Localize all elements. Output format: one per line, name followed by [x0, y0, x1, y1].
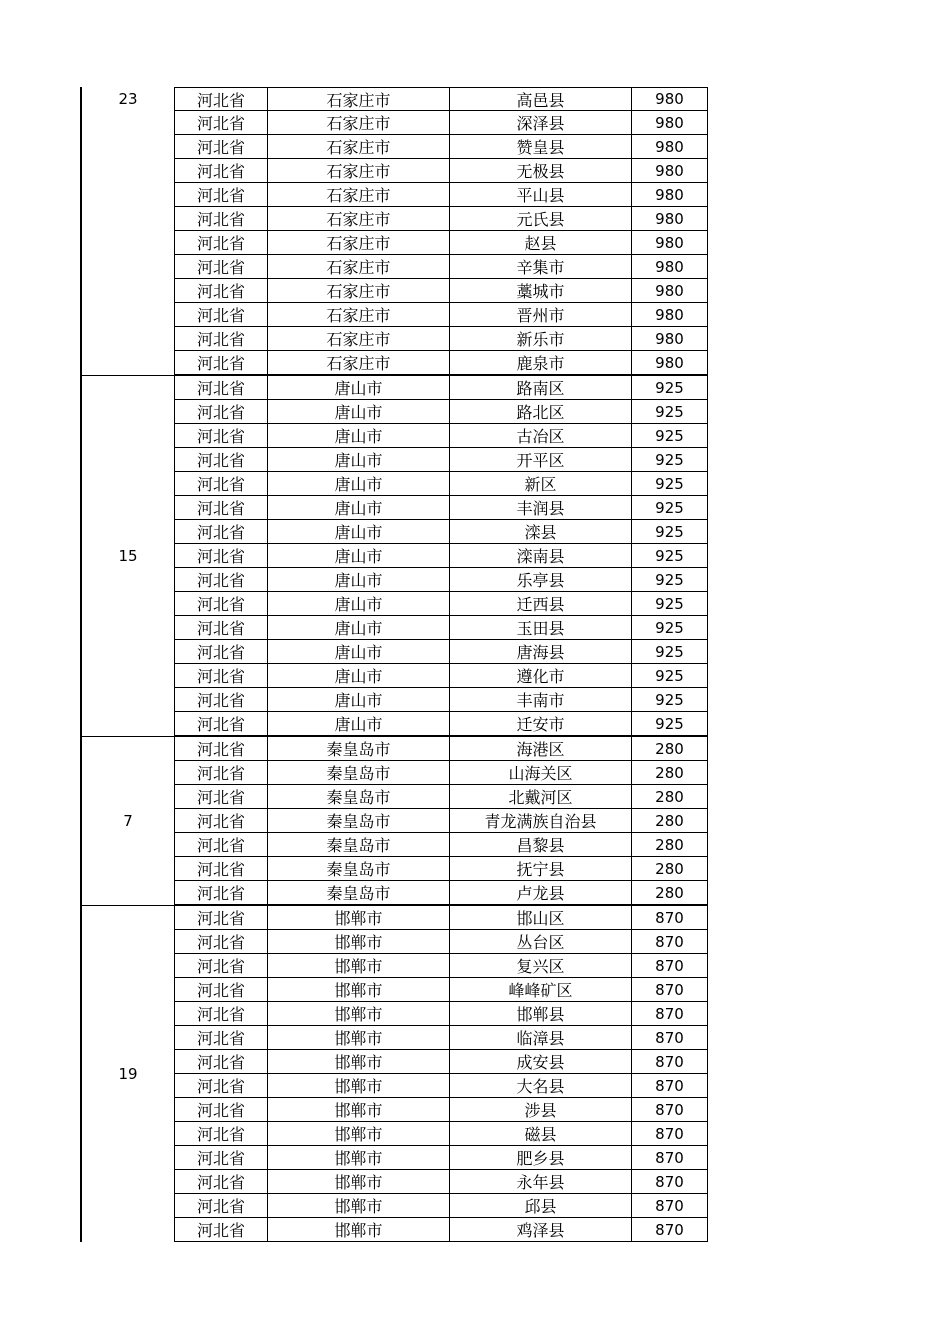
province-cell[interactable]: 河北省: [175, 906, 268, 929]
table-row: [174, 1002, 708, 1026]
city-cell[interactable]: 邯郸市: [268, 1002, 450, 1025]
county-cell[interactable]: 赞皇县: [450, 135, 632, 158]
value-cell[interactable]: 980: [655, 257, 684, 276]
province-cell[interactable]: 河北省: [175, 640, 268, 663]
county-cell[interactable]: 复兴区: [450, 954, 632, 977]
county-cell[interactable]: 路北区: [450, 400, 632, 423]
city-cell[interactable]: 邯郸市: [268, 1218, 450, 1241]
row-group: [80, 87, 708, 375]
city-cell[interactable]: 邯郸市: [268, 1026, 450, 1049]
province-cell[interactable]: 河北省: [175, 279, 268, 302]
table-row: [174, 135, 708, 159]
value-cell[interactable]: 925: [655, 666, 684, 685]
city-cell[interactable]: 唐山市: [268, 400, 450, 423]
value-cell[interactable]: 925: [655, 546, 684, 565]
table-row: [174, 906, 708, 930]
value-cell[interactable]: 280: [655, 859, 684, 878]
county-cell[interactable]: 滦南县: [450, 544, 632, 567]
county-cell[interactable]: 肥乡县: [450, 1146, 632, 1169]
table-row: [174, 688, 708, 712]
county-cell[interactable]: 丰润县: [450, 496, 632, 519]
city-cell[interactable]: 唐山市: [268, 376, 450, 399]
table-row: [174, 737, 708, 761]
city-cell[interactable]: 唐山市: [268, 496, 450, 519]
province-cell[interactable]: 河北省: [175, 1218, 268, 1241]
county-cell[interactable]: 青龙满族自治县: [450, 809, 632, 832]
county-cell[interactable]: 路南区: [450, 376, 632, 399]
county-cell[interactable]: 新乐市: [450, 327, 632, 350]
county-cell[interactable]: 山海关区: [450, 761, 632, 784]
value-cell[interactable]: 925: [655, 690, 684, 709]
row-group: [80, 905, 708, 1242]
county-cell[interactable]: 临漳县: [450, 1026, 632, 1049]
table-row: [174, 640, 708, 664]
county-cell[interactable]: 晋州市: [450, 303, 632, 326]
province-cell[interactable]: 河北省: [175, 1146, 268, 1169]
province-cell[interactable]: 河北省: [175, 809, 268, 832]
city-cell[interactable]: 秦皇岛市: [268, 881, 450, 904]
county-cell[interactable]: 滦县: [450, 520, 632, 543]
city-cell[interactable]: 唐山市: [268, 664, 450, 687]
value-cell[interactable]: 870: [655, 980, 684, 999]
value-cell[interactable]: 280: [655, 811, 684, 830]
value-cell[interactable]: 980: [655, 281, 684, 300]
county-cell[interactable]: 玉田县: [450, 616, 632, 639]
county-cell[interactable]: 海港区: [450, 737, 632, 760]
county-cell[interactable]: 邱县: [450, 1194, 632, 1217]
value-cell[interactable]: 870: [655, 932, 684, 951]
city-cell[interactable]: 唐山市: [268, 472, 450, 495]
value-cell[interactable]: 925: [655, 570, 684, 589]
city-cell[interactable]: 石家庄市: [268, 279, 450, 302]
table-row: [174, 978, 708, 1002]
city-cell[interactable]: 石家庄市: [268, 207, 450, 230]
county-cell[interactable]: 丛台区: [450, 930, 632, 953]
value-cell[interactable]: 870: [655, 1196, 684, 1215]
value-cell[interactable]: 870: [655, 1148, 684, 1167]
county-cell[interactable]: 涉县: [450, 1098, 632, 1121]
province-cell[interactable]: 河北省: [175, 664, 268, 687]
county-cell[interactable]: 丰南市: [450, 688, 632, 711]
county-cell[interactable]: 唐海县: [450, 640, 632, 663]
row-group: [80, 736, 708, 905]
county-cell[interactable]: 深泽县: [450, 111, 632, 134]
value-cell[interactable]: 870: [655, 908, 684, 927]
province-cell[interactable]: 河北省: [175, 231, 268, 254]
table-row: [174, 712, 708, 736]
table-row: [174, 833, 708, 857]
province-cell[interactable]: 河北省: [175, 400, 268, 423]
city-cell[interactable]: 邯郸市: [268, 1122, 450, 1145]
province-cell[interactable]: 河北省: [175, 135, 268, 158]
city-cell[interactable]: 邯郸市: [268, 1098, 450, 1121]
table-row: [174, 279, 708, 303]
province-cell[interactable]: 河北省: [175, 159, 268, 182]
city-cell[interactable]: 秦皇岛市: [268, 809, 450, 832]
value-cell[interactable]: 925: [655, 714, 684, 733]
province-cell[interactable]: 河北省: [175, 327, 268, 350]
city-cell[interactable]: 石家庄市: [268, 327, 450, 350]
table-row: [174, 448, 708, 472]
city-cell[interactable]: 唐山市: [268, 688, 450, 711]
city-cell[interactable]: 秦皇岛市: [268, 857, 450, 880]
table-row: [174, 183, 708, 207]
value-cell[interactable]: 280: [655, 787, 684, 806]
city-cell[interactable]: 唐山市: [268, 592, 450, 615]
value-cell[interactable]: 980: [655, 329, 684, 348]
table-row: [174, 1026, 708, 1050]
table-row: [174, 472, 708, 496]
value-cell[interactable]: 980: [655, 305, 684, 324]
value-cell[interactable]: 870: [655, 1172, 684, 1191]
value-cell[interactable]: 870: [655, 1076, 684, 1095]
value-cell[interactable]: 280: [655, 763, 684, 782]
province-cell[interactable]: 河北省: [175, 376, 268, 399]
county-cell[interactable]: 北戴河区: [450, 785, 632, 808]
value-cell[interactable]: 870: [655, 1052, 684, 1071]
table-row: [174, 1218, 708, 1242]
table-row: [174, 1170, 708, 1194]
county-cell[interactable]: 抚宁县: [450, 857, 632, 880]
table-row: [174, 1074, 708, 1098]
province-cell[interactable]: 河北省: [175, 255, 268, 278]
table-row: [174, 1050, 708, 1074]
city-cell[interactable]: 唐山市: [268, 448, 450, 471]
city-cell[interactable]: 邯郸市: [268, 1050, 450, 1073]
value-cell[interactable]: 980: [655, 137, 684, 156]
value-cell[interactable]: 980: [655, 113, 684, 132]
city-cell[interactable]: 石家庄市: [268, 303, 450, 326]
province-cell[interactable]: 河北省: [175, 978, 268, 1001]
county-cell[interactable]: 藁城市: [450, 279, 632, 302]
county-cell[interactable]: 磁县: [450, 1122, 632, 1145]
province-cell[interactable]: 河北省: [175, 568, 268, 591]
province-cell[interactable]: 河北省: [175, 833, 268, 856]
province-cell[interactable]: 河北省: [175, 1050, 268, 1073]
value-cell[interactable]: 980: [655, 209, 684, 228]
value-cell[interactable]: 925: [655, 474, 684, 493]
province-cell[interactable]: 河北省: [175, 88, 268, 110]
province-cell[interactable]: 河北省: [175, 737, 268, 760]
city-cell[interactable]: 石家庄市: [268, 231, 450, 254]
city-cell[interactable]: 石家庄市: [268, 111, 450, 134]
province-cell[interactable]: 河北省: [175, 472, 268, 495]
county-cell[interactable]: 古冶区: [450, 424, 632, 447]
province-cell[interactable]: 河北省: [175, 520, 268, 543]
group-count-cell[interactable]: 15: [118, 547, 138, 565]
province-cell[interactable]: 河北省: [175, 351, 268, 374]
province-cell[interactable]: 河北省: [175, 1002, 268, 1025]
value-cell[interactable]: 925: [655, 642, 684, 661]
county-cell[interactable]: 平山县: [450, 183, 632, 206]
city-cell[interactable]: 唐山市: [268, 568, 450, 591]
county-cell[interactable]: 遵化市: [450, 664, 632, 687]
value-cell[interactable]: 870: [655, 956, 684, 975]
city-cell[interactable]: 石家庄市: [268, 183, 450, 206]
table-row: [174, 376, 708, 400]
value-cell[interactable]: 870: [655, 1100, 684, 1119]
city-cell[interactable]: 石家庄市: [268, 159, 450, 182]
table-row: [174, 1098, 708, 1122]
city-cell[interactable]: 邯郸市: [268, 930, 450, 953]
table-row: [174, 496, 708, 520]
county-cell[interactable]: 辛集市: [450, 255, 632, 278]
city-cell[interactable]: 秦皇岛市: [268, 737, 450, 760]
city-cell[interactable]: 唐山市: [268, 424, 450, 447]
value-cell[interactable]: 980: [655, 185, 684, 204]
province-cell[interactable]: 河北省: [175, 1026, 268, 1049]
value-cell[interactable]: 870: [655, 1028, 684, 1047]
county-cell[interactable]: 邯山区: [450, 906, 632, 929]
city-cell[interactable]: 邯郸市: [268, 906, 450, 929]
county-cell[interactable]: 峰峰矿区: [450, 978, 632, 1001]
value-cell[interactable]: 980: [655, 90, 684, 108]
city-cell[interactable]: 邯郸市: [268, 1194, 450, 1217]
table-row: [174, 616, 708, 640]
table-row: [174, 520, 708, 544]
table-row: [174, 761, 708, 785]
province-cell[interactable]: 河北省: [175, 688, 268, 711]
city-cell[interactable]: 秦皇岛市: [268, 833, 450, 856]
province-cell[interactable]: 河北省: [175, 857, 268, 880]
table-row: [174, 1194, 708, 1218]
table-row: [174, 592, 708, 616]
city-cell[interactable]: 秦皇岛市: [268, 785, 450, 808]
province-cell[interactable]: 河北省: [175, 1098, 268, 1121]
city-cell[interactable]: 邯郸市: [268, 954, 450, 977]
value-cell[interactable]: 925: [655, 522, 684, 541]
city-cell[interactable]: 秦皇岛市: [268, 761, 450, 784]
county-cell[interactable]: 赵县: [450, 231, 632, 254]
county-cell[interactable]: 高邑县: [450, 88, 632, 110]
table-row: [174, 111, 708, 135]
table-row: [174, 568, 708, 592]
county-cell[interactable]: 大名县: [450, 1074, 632, 1097]
value-cell[interactable]: 280: [655, 835, 684, 854]
city-cell[interactable]: 唐山市: [268, 544, 450, 567]
value-cell[interactable]: 925: [655, 594, 684, 613]
province-cell[interactable]: 河北省: [175, 1194, 268, 1217]
province-cell[interactable]: 河北省: [175, 785, 268, 808]
table-row: [174, 231, 708, 255]
value-cell[interactable]: 925: [655, 402, 684, 421]
value-cell[interactable]: 925: [655, 450, 684, 469]
table-row: [174, 87, 708, 111]
table-row: [174, 400, 708, 424]
county-cell[interactable]: 鹿泉市: [450, 351, 632, 374]
city-cell[interactable]: 邯郸市: [268, 978, 450, 1001]
province-cell[interactable]: 河北省: [175, 616, 268, 639]
province-cell[interactable]: 河北省: [175, 496, 268, 519]
province-cell[interactable]: 河北省: [175, 111, 268, 134]
value-cell[interactable]: 980: [655, 161, 684, 180]
province-cell[interactable]: 河北省: [175, 761, 268, 784]
county-cell[interactable]: 元氏县: [450, 207, 632, 230]
table-row: [174, 424, 708, 448]
city-cell[interactable]: 石家庄市: [268, 351, 450, 374]
county-cell[interactable]: 鸡泽县: [450, 1218, 632, 1241]
table-row: [174, 159, 708, 183]
value-cell[interactable]: 925: [655, 618, 684, 637]
province-cell[interactable]: 河北省: [175, 954, 268, 977]
table-row: [174, 351, 708, 375]
province-cell[interactable]: 河北省: [175, 207, 268, 230]
county-cell[interactable]: 永年县: [450, 1170, 632, 1193]
county-cell[interactable]: 卢龙县: [450, 881, 632, 904]
county-cell[interactable]: 新区: [450, 472, 632, 495]
province-cell[interactable]: 河北省: [175, 544, 268, 567]
county-cell[interactable]: 开平区: [450, 448, 632, 471]
value-cell[interactable]: 980: [655, 233, 684, 252]
province-cell[interactable]: 河北省: [175, 303, 268, 326]
province-cell[interactable]: 河北省: [175, 424, 268, 447]
value-cell[interactable]: 280: [655, 883, 684, 902]
value-cell[interactable]: 870: [655, 1124, 684, 1143]
county-cell[interactable]: 乐亭县: [450, 568, 632, 591]
table-row: [174, 255, 708, 279]
city-cell[interactable]: 唐山市: [268, 640, 450, 663]
value-cell[interactable]: 980: [655, 353, 684, 372]
row-group: [80, 375, 708, 736]
province-cell[interactable]: 河北省: [175, 183, 268, 206]
table-row: [174, 303, 708, 327]
county-cell[interactable]: 成安县: [450, 1050, 632, 1073]
table-row: [174, 809, 708, 833]
table-row: [174, 930, 708, 954]
table-row: [174, 1146, 708, 1170]
city-cell[interactable]: 唐山市: [268, 616, 450, 639]
province-cell[interactable]: 河北省: [175, 881, 268, 904]
value-cell[interactable]: 925: [655, 378, 684, 397]
city-cell[interactable]: 邯郸市: [268, 1074, 450, 1097]
province-cell[interactable]: 河北省: [175, 1122, 268, 1145]
city-cell[interactable]: 石家庄市: [268, 88, 450, 110]
group-count-cell[interactable]: 7: [123, 812, 133, 830]
province-cell[interactable]: 河北省: [175, 448, 268, 471]
county-cell[interactable]: 迁安市: [450, 712, 632, 735]
table-row: [174, 785, 708, 809]
city-cell[interactable]: 石家庄市: [268, 135, 450, 158]
province-cell[interactable]: 河北省: [175, 712, 268, 735]
value-cell[interactable]: 280: [655, 739, 684, 758]
table-row: [174, 664, 708, 688]
table-row: [174, 954, 708, 978]
city-cell[interactable]: 邯郸市: [268, 1146, 450, 1169]
group-count-cell[interactable]: 23: [118, 90, 138, 108]
city-cell[interactable]: 唐山市: [268, 520, 450, 543]
value-cell[interactable]: 925: [655, 426, 684, 445]
table-row: [174, 1122, 708, 1146]
province-cell[interactable]: 河北省: [175, 930, 268, 953]
table-row: [174, 881, 708, 905]
spreadsheet-table: [80, 87, 708, 1242]
group-count-cell[interactable]: 19: [118, 1065, 138, 1083]
value-cell[interactable]: 925: [655, 498, 684, 517]
province-cell[interactable]: 河北省: [175, 1170, 268, 1193]
table-row: [174, 857, 708, 881]
province-cell[interactable]: 河北省: [175, 592, 268, 615]
table-row: [174, 544, 708, 568]
city-cell[interactable]: 唐山市: [268, 712, 450, 735]
city-cell[interactable]: 石家庄市: [268, 255, 450, 278]
county-cell[interactable]: 无极县: [450, 159, 632, 182]
table-row: [174, 207, 708, 231]
value-cell[interactable]: 870: [655, 1004, 684, 1023]
value-cell[interactable]: 870: [655, 1220, 684, 1239]
county-cell[interactable]: 邯郸县: [450, 1002, 632, 1025]
province-cell[interactable]: 河北省: [175, 1074, 268, 1097]
table-row: [174, 327, 708, 351]
county-cell[interactable]: 迁西县: [450, 592, 632, 615]
city-cell[interactable]: 邯郸市: [268, 1170, 450, 1193]
county-cell[interactable]: 昌黎县: [450, 833, 632, 856]
